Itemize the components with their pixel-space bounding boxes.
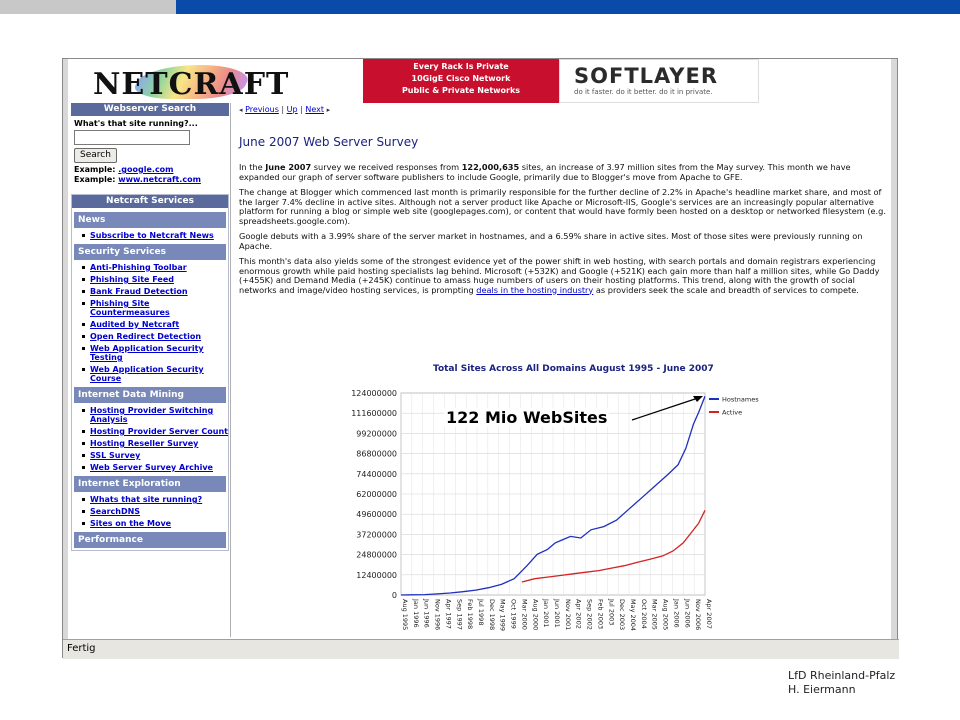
security-links bbox=[72, 263, 228, 383]
news-links bbox=[72, 231, 228, 240]
article-body bbox=[239, 163, 887, 301]
x-tick-label: Mar 2000 bbox=[520, 599, 529, 630]
link-web-app-security-testing[interactable]: Web Application Security Testing bbox=[80, 344, 228, 362]
p1-bold-count: 122,000,635 bbox=[461, 162, 520, 172]
link-whats-that-site[interactable]: Whats that site running? bbox=[80, 495, 228, 504]
next-arrow-icon: ▸ bbox=[326, 106, 331, 114]
x-tick-label: Oct 1999 bbox=[509, 599, 518, 629]
link-hosting-switching[interactable]: Hosting Provider Switching Analysis bbox=[80, 406, 228, 424]
nav-up-link[interactable]: Up bbox=[286, 105, 298, 114]
y-tick-label: 111600000 bbox=[351, 409, 397, 419]
p4-text-a: This month's data also yields some of the strongest evidence yet of the power shift in web hosting, with search portals and domain registrars experiencing enormous growth while paid hosting specialists lag behind. Microsoft (+532K) and Google (+521K) each gain more than half a million sites, while Go Daddy (+455K) and Demand Media (+245K) continue to amass huge numbers of users on their hosting platforms. This trend, along with the growth of social networks and image/video hosting services, is prompting bbox=[239, 256, 880, 295]
browser-window bbox=[62, 58, 898, 658]
link-sites-on-the-move[interactable]: Sites on the Move bbox=[80, 519, 228, 528]
y-tick-label: 37200000 bbox=[356, 530, 397, 540]
ad-line-2: 10GigE Cisco Network bbox=[411, 74, 511, 83]
ad-banner-softlayer[interactable] bbox=[559, 59, 759, 103]
x-tick-label: May 1999 bbox=[498, 599, 507, 632]
link-web-app-security-course[interactable]: Web Application Security Course bbox=[80, 365, 228, 383]
p1-text-b: survey we received responses from bbox=[311, 162, 462, 172]
footer-author: H. Eiermann bbox=[788, 683, 856, 696]
link-bank-fraud-detection[interactable]: Bank Fraud Detection bbox=[80, 287, 228, 296]
x-tick-label: Feb 1998 bbox=[466, 599, 475, 630]
exploration-links bbox=[72, 495, 228, 528]
x-tick-label: May 2004 bbox=[629, 599, 637, 632]
x-tick-label: Jan 2001 bbox=[542, 599, 551, 628]
x-tick-label: Aug 2005 bbox=[661, 599, 670, 631]
paragraph-2: The change at Blogger which commenced last month is primarily responsible for the further decline of 2.2% in Apache's headline market share, and most of the larger 7.4% decline in active sites. Although not a server product like Apache or Microsoft-IIS, Google's services are an increasingly popular alternative platform for running a blog or simple web site (googlepages.com), or content that would have formly been hosted on a desktop or networked filesystem (e.g. spreadsheets.google.com). bbox=[239, 187, 886, 226]
y-tick-label: 0 bbox=[391, 591, 397, 600]
x-tick-label: Jun 2001 bbox=[553, 599, 561, 628]
link-phishing-site-feed[interactable]: Phishing Site Feed bbox=[80, 275, 228, 284]
legend-label-active: Active bbox=[722, 408, 743, 417]
p1-bold-month: June 2007 bbox=[265, 162, 312, 172]
example-1 bbox=[74, 165, 226, 175]
x-tick-label: Mar 2005 bbox=[650, 599, 659, 630]
link-searchdns[interactable]: SearchDNS bbox=[80, 507, 228, 516]
softlayer-brand: SOFTLAYER bbox=[574, 64, 718, 88]
p1-text-a: In the bbox=[239, 162, 266, 172]
p4-text-b: as providers seek the scale and breadth of services to compete. bbox=[593, 284, 859, 295]
link-survey-archive[interactable]: Web Server Survey Archive bbox=[80, 463, 228, 472]
nav-separator-2: | bbox=[300, 105, 303, 114]
link-subscribe-news[interactable]: Subscribe to Netcraft News bbox=[80, 231, 228, 240]
nav-next-link[interactable]: Next bbox=[305, 105, 325, 114]
x-tick-label: Nov 2001 bbox=[563, 599, 572, 631]
y-tick-label: 24800000 bbox=[356, 550, 397, 560]
link-phishing-countermeasures[interactable]: Phishing Site Countermeasures bbox=[80, 299, 228, 317]
example-label-2: Example: bbox=[74, 175, 116, 184]
page-navigation bbox=[239, 105, 330, 114]
netcraft-services-heading: Netcraft Services bbox=[72, 195, 228, 208]
search-question: What's that site running?... bbox=[74, 119, 198, 128]
netcraft-services-panel bbox=[71, 194, 229, 551]
x-tick-label: Nov 2006 bbox=[694, 599, 703, 631]
chart-title: Total Sites Across All Domains August 1995 - June 2007 bbox=[433, 364, 714, 374]
category-exploration: Internet Exploration bbox=[74, 476, 226, 492]
ad-banner-rack[interactable] bbox=[363, 59, 559, 103]
footer-organization: LfD Rheinland-Pfalz bbox=[788, 669, 896, 682]
x-tick-label: Jan 2006 bbox=[672, 599, 681, 628]
x-tick-label: Dec 2003 bbox=[618, 599, 627, 631]
example-2 bbox=[74, 175, 226, 185]
search-button[interactable]: Search bbox=[74, 148, 117, 163]
x-tick-label: Jul 2003 bbox=[607, 599, 616, 626]
y-tick-label: 124000000 bbox=[351, 389, 397, 398]
x-tick-label: Jun 2006 bbox=[683, 599, 692, 628]
x-tick-label: Jul 1998 bbox=[477, 599, 485, 626]
scrollbar[interactable] bbox=[891, 59, 897, 639]
previous-arrow-icon: ◂ bbox=[239, 106, 243, 114]
example-link-netcraft[interactable]: www.netcraft.com bbox=[118, 175, 201, 184]
link-hosting-server-count[interactable]: Hosting Provider Server Count bbox=[80, 427, 228, 436]
y-tick-label: 12400000 bbox=[356, 570, 397, 580]
x-tick-label: Apr 1997 bbox=[444, 599, 453, 629]
link-open-redirect-detection[interactable]: Open Redirect Detection bbox=[80, 332, 228, 341]
annotation-label: 122 Mio WebSites bbox=[446, 408, 608, 427]
ad-line-3: Public & Private Networks bbox=[401, 86, 521, 95]
status-bar: Fertig bbox=[63, 639, 899, 659]
x-tick-label: Sep 2002 bbox=[585, 599, 594, 630]
sidebar-divider bbox=[230, 103, 231, 637]
netcraft-logo[interactable] bbox=[81, 63, 290, 105]
paragraph-1 bbox=[239, 163, 887, 182]
softlayer-tagline: do it faster. do it better. do it in private. bbox=[574, 88, 713, 96]
ad-line-1: Every Rack Is Private bbox=[413, 62, 509, 71]
category-security: Security Services bbox=[74, 244, 226, 260]
paragraph-3: Google debuts with a 3.99% share of the server market in hostnames, and a 6.59% share in active sites. Most of those sites were previously running on Apache. bbox=[239, 231, 863, 251]
top-bar-grey bbox=[0, 0, 176, 14]
deals-link[interactable]: deals in the hosting industry bbox=[476, 284, 594, 295]
category-news: News bbox=[74, 212, 226, 228]
x-tick-label: Nov 1996 bbox=[433, 599, 442, 631]
sidebar bbox=[71, 103, 229, 551]
y-tick-label: 86800000 bbox=[356, 449, 397, 459]
top-bar-blue bbox=[176, 0, 960, 14]
x-tick-label: Aug 2000 bbox=[531, 599, 540, 631]
example-link-google[interactable]: .google.com bbox=[118, 165, 174, 174]
y-tick-label: 99200000 bbox=[356, 429, 397, 439]
page-title: June 2007 Web Server Survey bbox=[239, 135, 419, 149]
nav-previous-link[interactable]: Previous bbox=[245, 105, 279, 114]
x-tick-label: Aug 1995 bbox=[401, 599, 409, 631]
left-frame-strip bbox=[63, 59, 68, 639]
example-label-1: Example: bbox=[74, 165, 116, 174]
link-ssl-survey[interactable]: SSL Survey bbox=[80, 451, 228, 460]
nav-separator-1: | bbox=[281, 105, 285, 114]
category-data-mining: Internet Data Mining bbox=[74, 387, 226, 403]
search-input[interactable] bbox=[74, 130, 190, 145]
x-tick-label: Oct 2004 bbox=[639, 599, 648, 629]
x-tick-label: Apr 2007 bbox=[705, 599, 713, 629]
x-tick-label: Feb 2003 bbox=[596, 599, 605, 630]
y-tick-label: 74400000 bbox=[356, 469, 397, 479]
search-box bbox=[71, 116, 229, 188]
link-hosting-reseller[interactable]: Hosting Reseller Survey bbox=[80, 439, 228, 448]
x-tick-label: Apr 2002 bbox=[574, 599, 583, 629]
x-tick-label: Sep 1997 bbox=[455, 599, 464, 630]
y-tick-label: 49600000 bbox=[356, 510, 397, 520]
x-tick-label: Jun 1996 bbox=[422, 599, 431, 628]
x-tick-label: Jan 1996 bbox=[411, 599, 420, 628]
webserver-search-heading: Webserver Search bbox=[71, 103, 229, 116]
p1-text-c: sites, an increase of 3.97 million sites from the May survey. This month we have expanded our graph of server software publishers to include Google, primarily due to Blogger's move from Apache to GFE. bbox=[239, 162, 851, 182]
link-anti-phishing-toolbar[interactable]: Anti-Phishing Toolbar bbox=[80, 263, 228, 272]
legend-label-hostnames: Hostnames bbox=[722, 395, 759, 404]
y-tick-label: 62000000 bbox=[356, 490, 397, 499]
x-tick-label: Dec 1998 bbox=[487, 599, 496, 631]
logo-text: NETCRAFT bbox=[93, 67, 290, 102]
data-mining-links bbox=[72, 406, 228, 472]
link-audited-by-netcraft[interactable]: Audited by Netcraft bbox=[80, 320, 228, 329]
category-performance: Performance bbox=[74, 532, 226, 548]
paragraph-4 bbox=[239, 257, 887, 295]
